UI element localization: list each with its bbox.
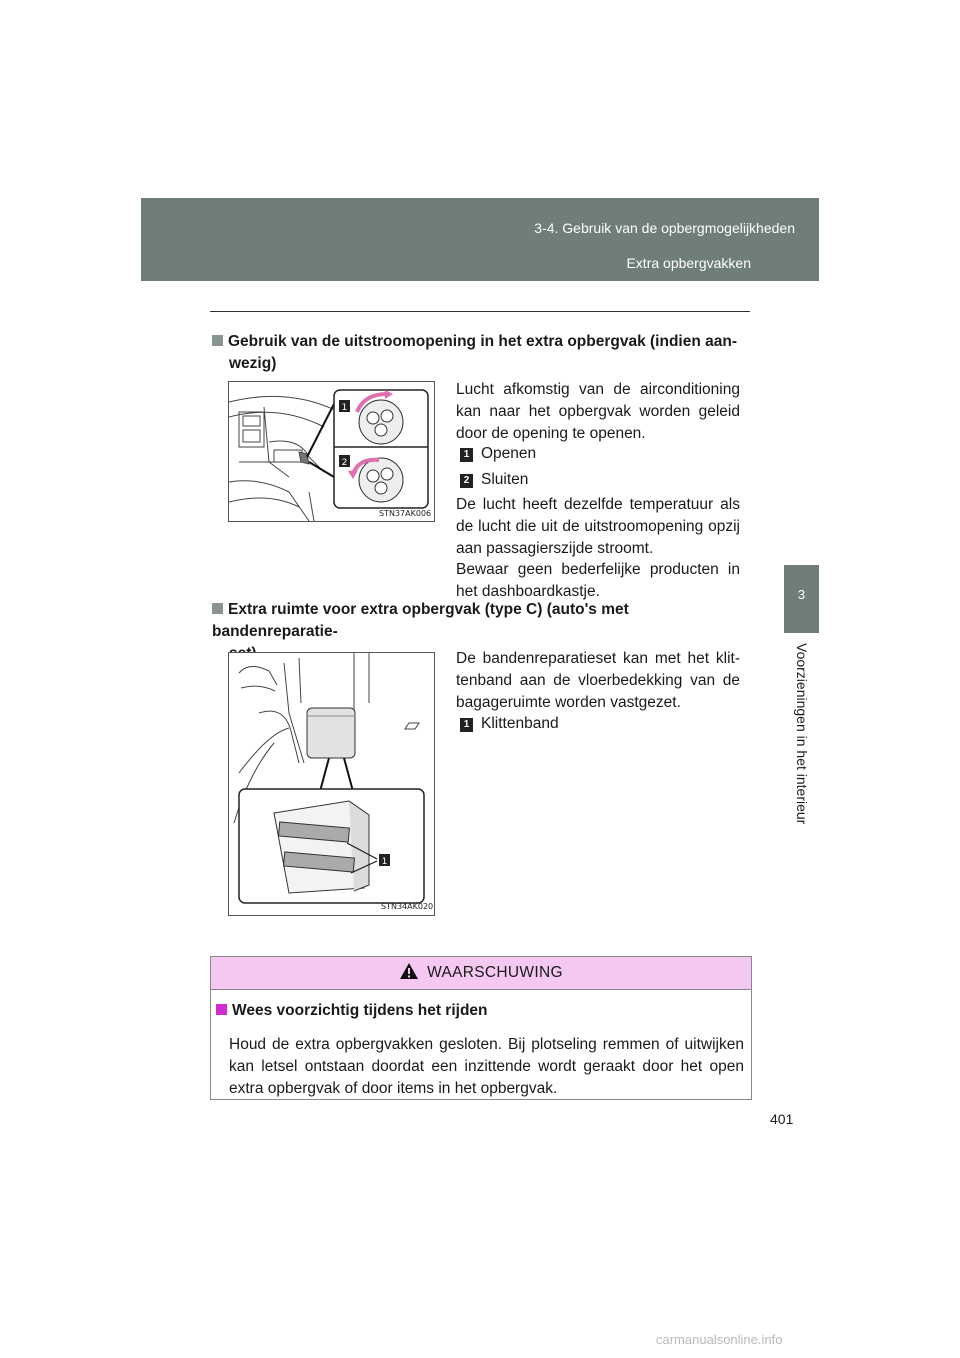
warning-box [210,956,752,1100]
svg-text:1: 1 [341,403,348,413]
warning-label: WAARSCHUWING [427,964,563,981]
bullet-square-icon [216,1004,227,1015]
section-divider [210,311,750,312]
figure-repair-kit [228,652,435,916]
section1-title-line2: wezig) [229,355,277,372]
section1-intro: Lucht afkomstig van de airconditioning kan naar het opbergvak worden geleid door de opening te openen. [456,381,740,442]
section1-item-2 [460,469,528,491]
figure-air-vent [228,381,435,522]
warning-title [216,1002,488,1020]
warning-text: Houd de extra opbergvakken gesloten. Bij plotseling remmen of uitwijken kan letsel ontstaan doordat een inzittende wordt geraakt door het open extra opbergvak of door items in het opbergvak. [229,1036,744,1097]
page-number: 401 [770,1111,794,1127]
page-header [141,198,819,281]
chapter-title: 3-4. Gebruik van de opbergmogelijkheden [534,220,795,236]
chapter-tab[interactable]: 3 [784,565,819,633]
section2-intro: De bandenreparatieset kan met het klit-tenband aan de vloerbedekking van de bagageruimte worden vastgezet. [456,650,740,711]
section1-para3: Bewaar geen bederfelijke producten in het dashboardkastje. [456,561,740,600]
bullet-square-icon [212,603,223,614]
bullet-square-icon [212,335,223,346]
section-title: Extra opbergvakken [626,255,751,271]
section1-heading [212,331,752,375]
section1-para2: De lucht heeft dezelfde temperatuur als de lucht die uit de uitstroomopening opzij aan passagierszijde stroomt. [456,496,740,557]
section1-title-line1: Gebruik van de uitstroomopening in het extra opbergvak (indien aan- [228,333,737,350]
item-label: Openen [481,445,537,462]
callout-number: 1 [460,448,473,462]
callout-number: 2 [460,474,473,488]
svg-text:2: 2 [341,458,348,468]
warning-header [211,957,751,990]
warning-triangle-icon [399,960,419,992]
watermark: carmanualsonline.info [656,1332,783,1347]
callout-number: 1 [460,718,473,732]
repair-kit-illustration [229,653,434,915]
item-label: Sluiten [481,471,529,488]
warning-title-text: Wees voorzichtig tijdens het rijden [232,1002,488,1019]
svg-text:1: 1 [381,857,388,867]
chapter-tab-label: Voorzieningen in het interieur [794,643,810,825]
item-label: Klittenband [481,715,559,732]
section2-title-line1: Extra ruimte voor extra opbergvak (type C) (auto's met bandenreparatie- [212,601,629,640]
section2-item-1 [460,713,559,735]
section1-item-1 [460,443,536,465]
figure1-code: STN37AK006 [379,509,432,518]
air-vent-illustration [229,382,434,521]
figure2-code: STN34AK020 [381,902,434,911]
